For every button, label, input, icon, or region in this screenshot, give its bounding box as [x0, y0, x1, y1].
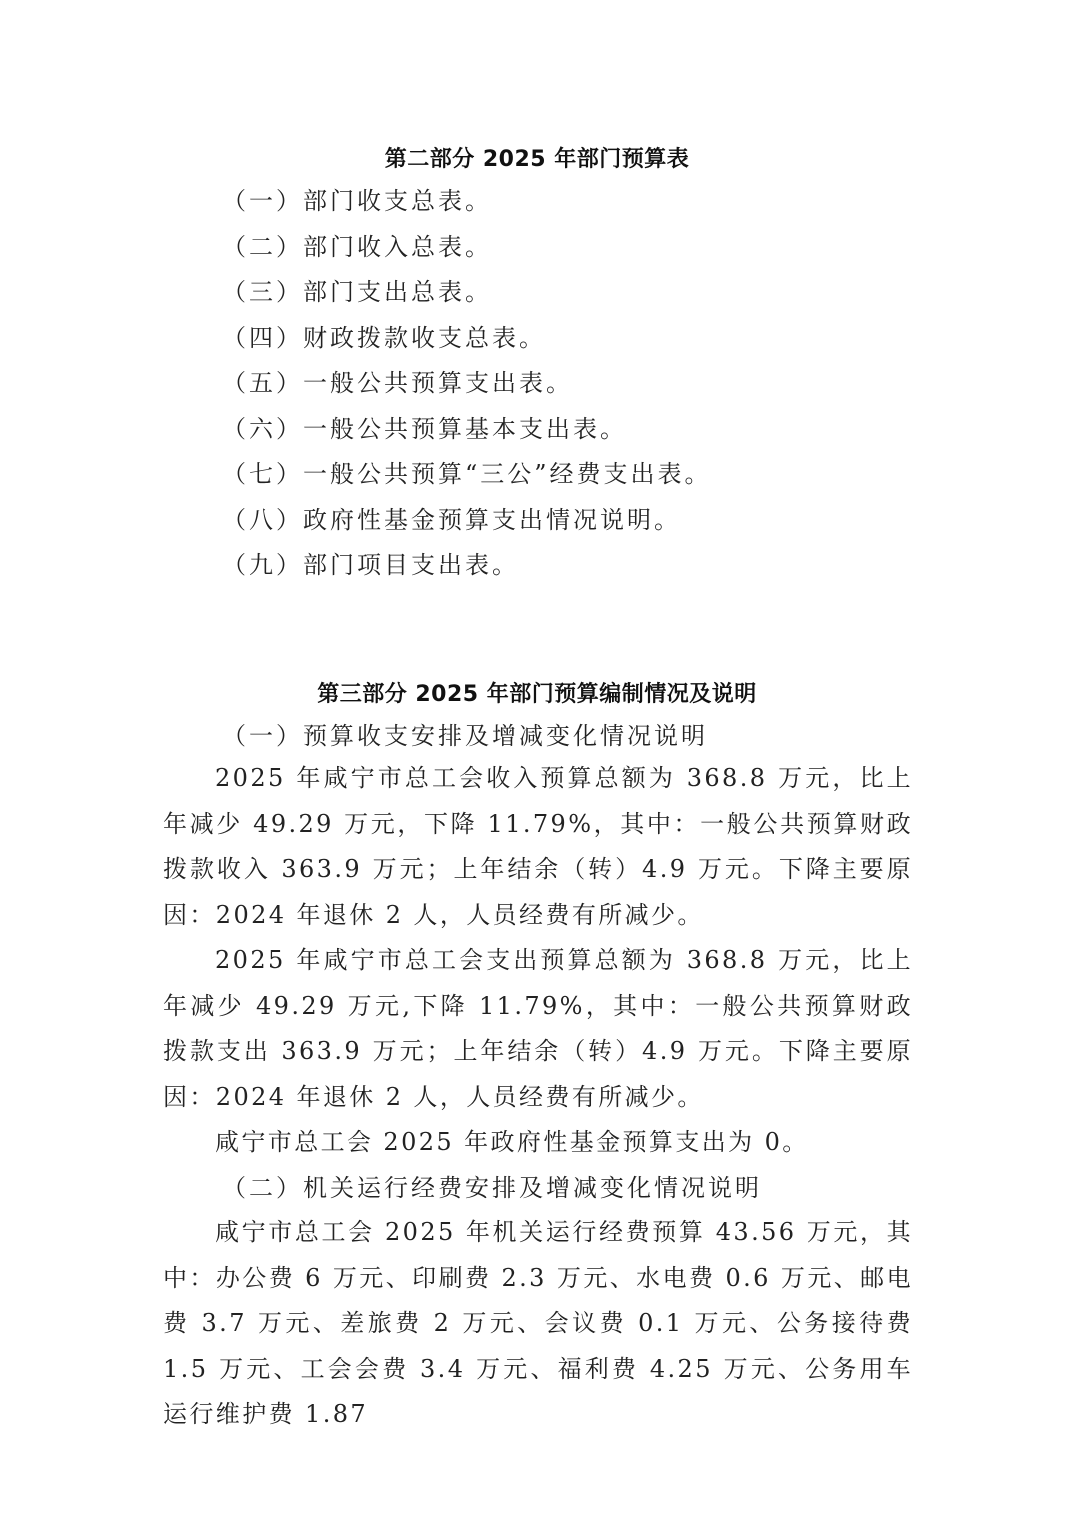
paragraph-expenditure: 2025 年咸宁市总工会支出预算总额为 368.8 万元，比上年减少 49.29 万元,下降 11.79%，其中：一般公共预算财政拨款支出 363.9 万元；上年结余（转）4.9 万元。下降主要原因：2024 年退休 2 人，人员经费有所减少。 [163, 946, 913, 1111]
list-item: （六）一般公共预算基本支出表。 [222, 414, 627, 443]
list-item: （九）部门项目支出表。 [222, 551, 519, 579]
paragraph-fund-budget: 咸宁市总工会 2025 年政府性基金预算支出为 0。 [215, 1128, 809, 1156]
paragraph-operating-funds: 咸宁市总工会 2025 年机关运行经费预算 43.56 万元，其中：办公费 6 万元、印刷费 2.3 万元、水电费 0.6 万元、邮电费 3.7 万元、差旅费 2 万元、会议费 0.1 万元、公务接待费 1.5 万元、工会会费 3.4 万元、福利费 4.25 万元、公务用车运行维护费 1.87 [163, 1218, 913, 1428]
part3-heading: 第三部分 2025 年部门预算编制情况及说明 [317, 682, 757, 707]
list-item: （八）政府性基金预算支出情况说明。 [222, 505, 681, 534]
list-item: （三）部门支出总表。 [222, 278, 492, 306]
list-item: （一）部门收支总表。 [222, 187, 492, 215]
list-item: （四）财政拨款收支总表。 [222, 323, 546, 352]
budget-table-list [222, 182, 712, 592]
list-item: （五）一般公共预算支出表。 [222, 369, 573, 397]
list-item: （七）一般公共预算“三公”经费支出表。 [222, 460, 712, 488]
list-item: （二）部门收入总表。 [222, 232, 492, 261]
section-title-operating-funds: （二）机关运行经费安排及增减变化情况说明 [222, 1174, 762, 1202]
section-title-budget-changes: （一）预算收支安排及增减变化情况说明 [222, 722, 708, 750]
part2-heading: 第二部分 2025 年部门预算表 [384, 147, 690, 172]
paragraph-income: 2025 年咸宁市总工会收入预算总额为 368.8 万元，比上年减少 49.29 万元，下降 11.79%，其中：一般公共预算财政拨款收入 363.9 万元；上年结余（转）4.9 万元。下降主要原因：2024 年退休 2 人，人员经费有所减少。 [163, 764, 913, 929]
